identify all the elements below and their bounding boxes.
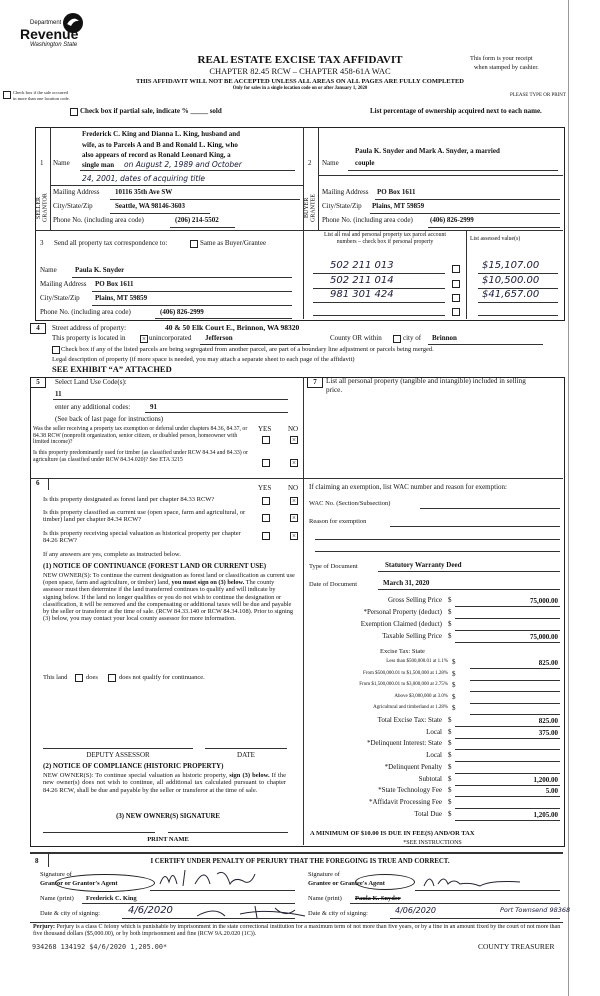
notice2-text-a: NEW OWNER(S): To continue special valuation as historic property,	[43, 772, 228, 779]
segregated-checkbox[interactable]	[52, 346, 60, 354]
buyer-phone-field[interactable]: (406) 826-2999	[430, 216, 474, 224]
yes-header: YES	[258, 484, 272, 492]
minimum-due-note: A MINIMUM OF $10.00 IS DUE IN FEE(S) AND/OR TAX	[310, 830, 475, 837]
field-line	[455, 749, 560, 750]
print-name-label: PRINT NAME	[147, 836, 189, 843]
grantee-name-field[interactable]: Paula K. Snyder	[355, 895, 401, 902]
field-line	[155, 318, 292, 319]
field-line	[313, 315, 445, 316]
deputy-signature-line[interactable]	[43, 748, 193, 749]
amount-label: Above $3,000,000 at 3.0%	[394, 693, 448, 699]
field-line	[145, 412, 288, 413]
form-title: REAL ESTATE EXCISE TAX AFFIDAVIT	[197, 54, 403, 66]
new-owner-signature-label: (3) NEW OWNER(S) SIGNATURE	[116, 813, 220, 820]
amount-label: Subtotal	[418, 774, 442, 783]
field-line	[313, 288, 445, 289]
field-line	[478, 315, 558, 316]
new-owner-signature-line-2[interactable]	[168, 832, 288, 833]
divider	[50, 127, 51, 230]
personal-property-label: List all personal property (tangible and intangible) included in selling	[326, 377, 526, 385]
city-of-label: city of	[403, 334, 422, 342]
personal-property-checkbox[interactable]	[452, 308, 460, 316]
field-line	[110, 199, 300, 200]
sec3-mail-label: Mailing Address	[40, 280, 87, 288]
dollar-sign: $	[448, 632, 452, 640]
located-label: This property is located in	[52, 334, 126, 342]
divider	[30, 478, 563, 479]
notice2-title: (2) NOTICE OF COMPLIANCE (HISTORIC PROPERTY)	[43, 762, 224, 770]
perjury-note	[33, 924, 563, 938]
field-line	[375, 199, 560, 200]
additional-codes-label: enter any additional codes:	[55, 403, 131, 411]
parcel-number[interactable]: 981 301 424	[330, 289, 394, 300]
seller-city-field[interactable]: Seattle, WA 98146-3603	[115, 202, 186, 210]
grantee-name-label: Name (print)	[308, 895, 342, 902]
grantee-agent-label: Grantee or Grantee's Agent	[308, 880, 385, 887]
field-line	[53, 399, 288, 400]
sec3-city-field[interactable]: Plains, MT 59859	[95, 294, 148, 302]
section-7-number: 7	[307, 377, 323, 388]
city-checkbox[interactable]	[393, 335, 401, 343]
partial-sale-checkbox[interactable]	[70, 108, 78, 116]
amount-label: Local	[426, 751, 442, 760]
multi-location-label: Check box if the sale occurred	[13, 90, 68, 95]
current-use-yes-checkbox[interactable]	[262, 514, 270, 522]
buyer-mail-field[interactable]: PO Box 1611	[377, 188, 416, 196]
seller-mail-field[interactable]: 10116 35th Ave SW	[115, 188, 173, 196]
receipt-note-2: when stamped by cashier.	[474, 64, 539, 71]
forest-yes-checkbox[interactable]	[262, 497, 270, 505]
notice1-text	[43, 572, 295, 623]
personal-property-checkbox[interactable]	[452, 265, 460, 273]
field-line	[428, 344, 543, 345]
assessed-header: List assessed value(s)	[470, 236, 521, 242]
grantor-name-label: Name (print)	[40, 895, 74, 902]
field-line	[348, 170, 558, 171]
field-line	[72, 277, 292, 278]
segregated-label: Check box if any of the listed parcels are being segregated from another parcel, are part of a boundary line adjustment or parcels being merged.	[61, 346, 434, 353]
sec3-label: Send all property tax correspondence to:	[54, 239, 168, 247]
amount-field[interactable]: 375.00	[538, 728, 558, 737]
buyer-city-label: City/State/Zip	[322, 202, 362, 210]
field-line	[470, 668, 560, 669]
section-1-number: 1	[40, 159, 44, 167]
dollar-sign: $	[448, 716, 452, 724]
city-field[interactable]: Brinnon	[432, 334, 457, 342]
deputy-date-label: DATE	[237, 751, 255, 759]
field-line	[470, 703, 560, 704]
notice1-bold: you must sign on (3) below.	[171, 579, 245, 587]
grantee-date-field[interactable]: 4/06/2020	[395, 906, 437, 915]
land-use-code-field[interactable]: 11	[55, 390, 62, 398]
parcel-number[interactable]: 502 211 014	[330, 275, 394, 286]
claiming-exemption-label: If claiming an exemption, list WAC number and reason for exemption:	[309, 483, 507, 491]
does-label: does	[86, 674, 98, 681]
buyer-grantee-label: BUYER GRANTEE	[304, 194, 317, 222]
field-line	[455, 785, 560, 786]
dollar-sign: $	[448, 620, 452, 628]
street-label: Street address of property:	[52, 324, 127, 332]
amount-field[interactable]: 5.00	[545, 787, 558, 796]
current-use-question: Is this property classified as current use (open space, farm and agricultural, or timber) land per chapter 84.34 RCW?	[43, 509, 246, 524]
field-line	[455, 796, 560, 797]
field-line	[390, 918, 560, 919]
field-line	[478, 288, 558, 289]
divider	[50, 185, 303, 186]
notice2-text-b: If the new owner(s) does not wish to continue, all additional tax calculated pursuant to chapter 84.26 RCW, shall be due and payable by the seller or transferor at the time of sale.	[43, 772, 286, 794]
grantor-sig-label: Signature of	[40, 871, 72, 878]
field-line	[455, 820, 560, 821]
section-8-number: 8	[35, 857, 39, 865]
current-use-no-checkbox[interactable]: ×	[290, 514, 298, 522]
additional-codes-field[interactable]: 91	[150, 403, 157, 411]
reason-field-line[interactable]	[315, 539, 560, 540]
field-line	[455, 630, 560, 631]
field-line	[455, 808, 560, 809]
assessed-value[interactable]: $15,107.00	[482, 260, 540, 271]
field-line	[378, 571, 560, 572]
section-2-number: 2	[308, 159, 312, 167]
list-percentage-note: List percentage of ownership acquired next to each name.	[370, 107, 542, 115]
amount-field[interactable]: 75,000.00	[530, 633, 558, 641]
sec3-phone-field[interactable]: (406) 826-2999	[160, 308, 204, 316]
partial-sale-label: Check box if partial sale, indicate % _____ sold	[80, 107, 222, 115]
see-instructions-note: *SEE INSTRUCTIONS	[403, 840, 462, 846]
historic-no-checkbox[interactable]: ×	[290, 532, 298, 540]
q-exemption-yes-checkbox[interactable]	[262, 436, 270, 444]
amount-label: Less than $500,000.01 at 1.1%	[386, 659, 448, 664]
grantor-date-label: Date & city of signing:	[40, 910, 100, 917]
field-line	[92, 291, 292, 292]
amount-label: Taxable Selling Price	[382, 632, 442, 640]
grantor-agent-circle	[55, 874, 155, 892]
field-line	[455, 773, 560, 774]
field-line	[455, 618, 560, 619]
amount-label: Exemption Claimed (deduct)	[360, 620, 442, 628]
buyer-name-field-2[interactable]: couple	[355, 159, 375, 167]
this-land-label: This land	[43, 674, 68, 681]
divider	[30, 852, 563, 854]
seller-phone-field[interactable]: (206) 214-5502	[175, 216, 219, 224]
q-timber-yes-checkbox[interactable]	[262, 459, 270, 467]
legal-description-field[interactable]: SEE EXHIBIT “A” ATTACHED	[52, 364, 172, 374]
certify-statement: I CERTIFY UNDER PENALTY OF PERJURY THAT THE FOREGOING IS TRUE AND CORRECT.	[150, 858, 450, 865]
excise-state-label: Excise Tax: State	[380, 648, 425, 655]
seller-city-label: City/State/Zip	[53, 202, 93, 210]
sec3-phone-label: Phone No. (including area code)	[40, 308, 131, 316]
divider	[318, 175, 563, 176]
dollar-sign: $	[448, 797, 452, 806]
parcel-header-2: numbers – check box if personal property	[336, 239, 434, 245]
field-line	[150, 890, 295, 891]
dollar-sign: $	[448, 608, 452, 616]
buyer-city-field[interactable]: Plains, MT 59859	[372, 202, 425, 210]
historic-question: Is this property receiving special valuation as historical property per chapter 84.26 RCW?	[43, 530, 241, 545]
street-field[interactable]: 40 & 50 Elk Court E., Brinnon, WA 98320	[165, 323, 300, 332]
grantor-name-field[interactable]: Frederick C. King	[86, 895, 137, 902]
qualifies-checkbox[interactable]	[75, 674, 83, 682]
buyer-phone-label: Phone No. (including area code)	[322, 216, 413, 224]
reason-label: Reason for exemption	[309, 518, 367, 525]
grantee-sig-label: Signature of	[308, 871, 340, 878]
cashier-stamp: 934268 134192 $4/6/2020 1,205.00*	[32, 943, 168, 951]
personal-property-checkbox[interactable]	[452, 280, 460, 288]
field-line	[455, 606, 560, 607]
field-line	[455, 642, 560, 643]
dollar-sign: $	[448, 751, 452, 760]
grantor-date-field[interactable]: 4/6/2020	[128, 905, 173, 916]
section-4-number: 4	[30, 323, 46, 334]
not-qualifies-checkbox[interactable]	[108, 674, 116, 682]
dollar-sign: $	[448, 809, 452, 818]
exemption-question: Was the seller receiving a property tax exemption or deferral under chapters 84.36, 84.37, or 84.38 RCW (nonprofit organization, senior citizen, or disabled person, homeowner with limited income)?	[33, 426, 248, 446]
sec3-city-label: City/State/Zip	[40, 294, 80, 302]
new-owner-signature-line[interactable]	[43, 832, 155, 833]
forest-land-question: Is this property designated as forest land per chapter 84.33 RCW?	[43, 496, 215, 503]
buyer-mail-label: Mailing Address	[322, 188, 369, 196]
field-line	[200, 344, 310, 345]
seller-name-line: wife, as to Parcels A and B and Ronald L. King, who	[82, 141, 238, 149]
reason-field[interactable]	[390, 526, 560, 527]
if-yes-note: If any answers are yes, complete as instructed below.	[43, 551, 181, 558]
dollar-sign: $	[448, 727, 452, 736]
seller-name-line: single man	[82, 161, 115, 169]
grantee-date-label: Date & city of signing:	[308, 910, 368, 917]
sec3-name-label: Name	[40, 266, 57, 274]
grantee-signature[interactable]	[420, 870, 530, 890]
amount-label: *Affidavit Processing Fee	[369, 797, 442, 806]
amount-label: *Delinquent Penalty	[384, 762, 442, 771]
field-line	[80, 170, 295, 171]
yes-header: YES	[258, 425, 272, 433]
field-line	[478, 302, 558, 303]
dollar-sign: $	[452, 681, 456, 689]
buyer-name-field[interactable]: Paula K. Snyder and Mark A. Snyder, a married	[355, 147, 500, 155]
please-type: PLEASE TYPE OR PRINT	[510, 93, 566, 98]
field-line	[313, 273, 445, 274]
amount-label: *Personal Property (deduct)	[363, 608, 442, 616]
notice2-bold: sign (3) below.	[229, 772, 270, 779]
field-line	[378, 589, 560, 590]
amount-field[interactable]: 1,200.00	[533, 775, 558, 784]
grantee-agent-circle	[355, 874, 415, 890]
dollar-sign: $	[448, 762, 452, 771]
field-line	[350, 903, 560, 904]
divider	[48, 478, 49, 490]
field-line	[455, 738, 560, 739]
notice1-title: (1) NOTICE OF CONTINUANCE (FOREST LAND OR CURRENT USE)	[43, 562, 267, 570]
dollar-sign: $	[448, 596, 452, 604]
buyer-name-label: Name	[322, 159, 339, 167]
legal-description-label: Legal description of property (if more space is needed, you may attach a separate sheet to each page of the affidavit)	[52, 356, 355, 363]
no-header: NO	[288, 425, 299, 433]
field-line	[313, 302, 445, 303]
divider	[35, 230, 563, 231]
seller-grantor-label: SELLER GRANTOR	[36, 193, 49, 223]
dollar-sign: $	[448, 739, 452, 748]
assessed-value[interactable]: $10,500.00	[482, 275, 540, 286]
no-header: NO	[288, 484, 299, 492]
field-line	[415, 890, 560, 891]
amount-label: Gross Selling Price	[387, 596, 442, 604]
notice2-text	[43, 772, 286, 794]
multi-location-label-2: in more than one location code.	[13, 96, 70, 101]
field-line	[478, 273, 558, 274]
same-as-buyer-checkbox[interactable]	[190, 240, 198, 248]
dollar-sign: $	[452, 692, 456, 701]
amount-label: Local	[426, 727, 442, 736]
logo-line1: Department of	[30, 20, 69, 26]
amount-field[interactable]: 825.00	[538, 717, 558, 725]
parcel-header: List all real and personal property tax parcel account	[323, 232, 446, 238]
does-not-label: does not qualify for continuance.	[119, 674, 205, 681]
field-line	[428, 227, 560, 228]
seller-name-label: Name	[53, 159, 70, 167]
perjury-text: Perjury is a class C felony which is punishable by imprisonment in the state correctional institution for a maximum term of not more than five years, or by a fine in an amount fixed by the court of not more than five thousand dollars ($5,000.00), or by both imprisonment and fine (RCW 9A.20.020 (1C)).	[33, 924, 561, 937]
deputy-assessor-label: DEPUTY ASSESSOR	[86, 751, 150, 759]
field-line	[470, 714, 560, 715]
field-line	[470, 680, 560, 681]
q-exemption-no-checkbox[interactable]: ×	[290, 436, 298, 444]
form-only-for: Only for sales in a single location code on or after January 1, 2020	[232, 86, 368, 91]
doc-date-field[interactable]: March 31, 2020	[383, 579, 430, 587]
q-timber-no-checkbox[interactable]: ×	[290, 459, 298, 467]
land-use-label: Select Land Use Code(s):	[55, 378, 127, 386]
sec3-name-field[interactable]: Paula K. Snyder	[75, 266, 125, 274]
field-line	[370, 213, 560, 214]
unincorporated-label: unincorporated	[149, 334, 192, 342]
dollar-sign: $	[452, 704, 456, 712]
field-line	[110, 213, 210, 214]
doc-type-label: Type of Document	[309, 563, 358, 570]
county-treasurer-label: COUNTY TREASURER	[478, 942, 555, 951]
section-6-number: 6	[36, 479, 40, 487]
field-line	[455, 726, 560, 727]
field-line	[470, 691, 560, 692]
notice1-text-a: NEW OWNER(S): To continue the current designation as forest land or classification as current use (open space, farm and agriculture, or timber) land,	[43, 572, 295, 587]
forest-no-checkbox[interactable]: ×	[290, 497, 298, 505]
divider	[318, 127, 319, 230]
section-5-number: 5	[30, 377, 46, 388]
seller-name-handwritten: on August 2, 1989 and October	[124, 160, 242, 169]
dollar-sign: $	[452, 658, 456, 666]
logo-line2: Revenue	[20, 26, 79, 42]
form-chapter: CHAPTER 82.45 RCW – CHAPTER 458-61A WAC	[209, 66, 391, 76]
same-as-buyer-label: Same as Buyer/Grantee	[200, 239, 267, 247]
amount-label: Total Due	[414, 809, 442, 818]
logo-line3: Washington State	[30, 42, 78, 48]
divider	[466, 230, 467, 319]
wac-field[interactable]	[420, 508, 560, 509]
amount-field[interactable]: 1,205.00	[533, 810, 558, 819]
amount-label: Total Excise Tax: State	[377, 716, 442, 724]
personal-property-checkbox[interactable]	[452, 294, 460, 302]
dollar-sign: $	[452, 669, 456, 678]
amount-label: Agricultural and timberland at 1.28%	[373, 705, 448, 710]
county-or-label: County OR within	[330, 334, 382, 342]
field-line	[122, 918, 295, 919]
grantor-signature[interactable]	[155, 866, 265, 890]
deputy-date-line[interactable]	[205, 748, 287, 749]
receipt-note-1: This form is your receipt	[470, 55, 533, 62]
reason-field-line[interactable]	[315, 551, 560, 552]
dollar-sign: $	[448, 786, 452, 795]
field-line	[170, 227, 235, 228]
seller-phone-label: Phone No. (including area code)	[53, 216, 144, 224]
scan-artifact-line	[568, 0, 569, 996]
field-line	[455, 761, 560, 762]
seller-name-line: Frederick C. King and Dianna L. King, husband and	[82, 130, 241, 138]
sec3-mail-field[interactable]: PO Box 1611	[95, 280, 134, 288]
parcel-number[interactable]: 502 211 013	[330, 260, 394, 271]
amount-label: From $1,500,000.01 to $3,000,000 at 2.75%	[359, 682, 448, 687]
amount-label: *State Technology Fee	[378, 786, 442, 795]
amount-label: From $500,000.01 to $1,500,000 at 1.28%	[363, 670, 448, 676]
see-back-note: (See back of last page for instructions)	[55, 415, 164, 423]
doc-type-field[interactable]: Statutory Warranty Deed	[385, 561, 462, 569]
personal-property-label-2: price.	[326, 386, 343, 394]
grantee-city-field[interactable]: Port Townsend 98368	[500, 906, 571, 914]
wac-label: WAC No. (Section/Subsection)	[309, 500, 391, 507]
dollar-sign: $	[448, 774, 452, 783]
seller-name-handwritten: 24, 2001, dates of acquiring title	[82, 174, 206, 183]
divider	[30, 922, 563, 923]
field-line	[92, 305, 292, 306]
doc-date-label: Date of Document	[309, 581, 358, 588]
multi-location-checkbox[interactable]	[3, 91, 11, 99]
county-field[interactable]: Jefferson	[205, 334, 233, 342]
perjury-label: Perjury:	[33, 924, 55, 930]
amount-field[interactable]: 75,000.00	[530, 597, 558, 605]
amount-field[interactable]: 825.00	[538, 659, 558, 667]
notice1-text-b: The county assessor must then determine if the land transferred continues to qualify and will indicate by signing below. If the land no longer qualifies or you do not wish to continue the designation or classification, it will be removed and the compensating or additional taxes will be due and payable by the seller or transferor at the time of sale. (RCW 84.33.140 or RCW 84.34.108). Prior to signing (3) below, you may contact your local county assessor for more information.	[43, 579, 294, 623]
assessed-value[interactable]: $41,657.00	[482, 289, 540, 300]
unincorporated-checkbox[interactable]: ×	[140, 335, 148, 343]
seller-mail-label: Mailing Address	[53, 188, 100, 196]
section-3-number: 3	[40, 239, 44, 247]
amount-label: *Delinquent Interest: State	[366, 739, 442, 748]
timber-question: Is this property predominantly used for timber (as classified under RCW 84.34 and 84.33) or agriculture (as classified under RCW 84.34.020)? See ETA 3215	[33, 450, 248, 463]
seller-name-line: also appears of record as Ronald Leonard King, a	[82, 151, 231, 159]
grantor-agent-label: Grantor or Grantor's Agent	[40, 880, 118, 887]
form-warning: THIS AFFIDAVIT WILL NOT BE ACCEPTED UNLESS ALL AREAS ON ALL PAGES ARE FULLY COMPLETED	[136, 78, 464, 85]
historic-yes-checkbox[interactable]	[262, 532, 270, 540]
